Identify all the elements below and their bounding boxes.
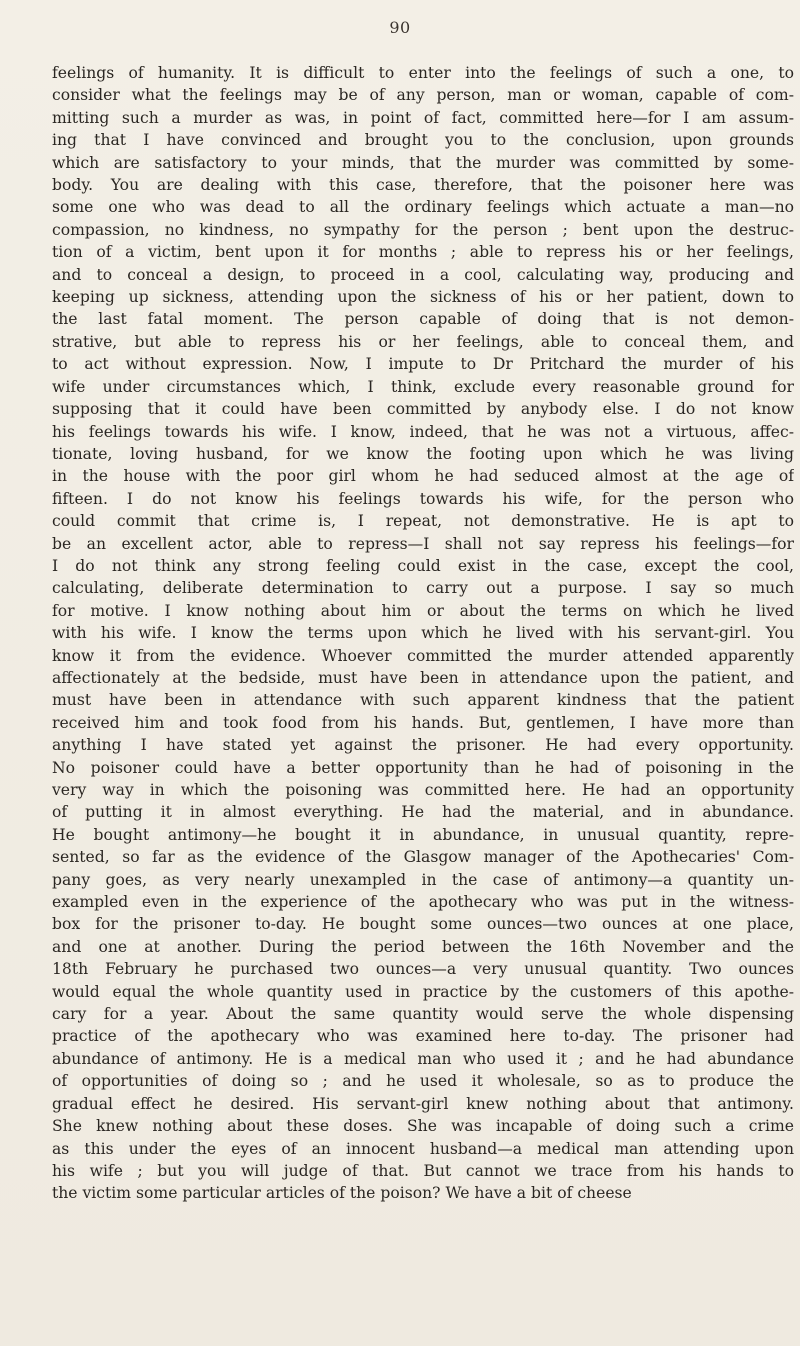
text-line: mitting such a murder as was, in point of fact, committed here—for I am assum- — [52, 108, 794, 127]
text-line: and to conceal a design, to proceed in a cool, calculating way, producing and — [52, 265, 794, 284]
text-line: know it from the evidence. Whoever committed the murder attended apparently — [52, 646, 794, 665]
text-line: keeping up sickness, attending upon the sickness of his or her patient, down to — [52, 288, 794, 307]
text-line: fifteen. I do not know his feelings towards his wife, for the person who — [52, 489, 794, 508]
text-line: with his wife. I know the terms upon which he lived with his servant-girl. You — [52, 624, 794, 643]
text-line: received him and took food from his hands. But, gentlemen, I have more than — [52, 713, 794, 732]
text-line: for motive. I know nothing about him or about the terms on which he lived — [52, 601, 794, 620]
text-line: and one at another. During the period between the 16th November and the — [52, 937, 794, 956]
text-line: anything I have stated yet against the prisoner. He had every opportunity. — [52, 736, 794, 755]
text-line: in the house with the poor girl whom he had seduced almost at the age of — [52, 467, 794, 486]
text-line: tion of a victim, bent upon it for months ; able to repress his or her feelings, — [52, 243, 794, 262]
text-line: would equal the whole quantity used in practice by the customers of this apothe- — [52, 982, 794, 1001]
text-line: strative, but able to repress his or her feelings, able to conceal them, and — [52, 332, 794, 351]
text-line: supposing that it could have been committed by anybody else. I do not know — [52, 400, 794, 419]
text-line: the victim some particular articles of the poison? We have a bit of cheese — [52, 1184, 632, 1203]
text-line: his feelings towards his wife. I know, indeed, that he was not a virtuous, affec- — [52, 422, 794, 441]
text-line: He bought antimony—he bought it in abundance, in unusual quantity, repre- — [52, 825, 794, 844]
text-line: his wife ; but you will judge of that. But cannot we trace from his hands to — [52, 1161, 794, 1180]
text-line: the last fatal moment. The person capable of doing that is not demon- — [52, 310, 794, 329]
text-line: gradual effect he desired. His servant-girl knew nothing about that antimony. — [52, 1094, 794, 1113]
text-line: calculating, deliberate determination to carry out a purpose. I say so much — [52, 579, 794, 598]
text-line: some one who was dead to all the ordinary feelings which actuate a man—no — [52, 198, 794, 217]
text-line: of putting it in almost everything. He had the material, and in abundance. — [52, 803, 794, 822]
text-line: 18th February he purchased two ounces—a very unusual quantity. Two ounces — [52, 960, 794, 979]
text-line: as this under the eyes of an innocent husband—a medical man attending upon — [52, 1139, 794, 1158]
text-line: practice of the apothecary who was examined here to-day. The prisoner had — [52, 1027, 794, 1046]
text-line: abundance of antimony. He is a medical man who used it ; and he had abundance — [52, 1049, 794, 1068]
text-line: sented, so far as the evidence of the Glasgow manager of the Apothecaries' Com- — [52, 848, 794, 867]
text-line: tionate, loving husband, for we know the footing upon which he was living — [52, 444, 794, 463]
text-line: could commit that crime is, I repeat, not demonstrative. He is apt to — [52, 512, 794, 531]
text-line: must have been in attendance with such apparent kindness that the patient — [52, 691, 794, 710]
text-line: cary for a year. About the same quantity would serve the whole dispensing — [52, 1005, 794, 1024]
text-line: compassion, no kindness, no sympathy for the person ; bent upon the destruc- — [52, 220, 794, 239]
text-line: pany goes, as very nearly unexampled in the case of antimony—a quantity un- — [52, 870, 794, 889]
body-text — [52, 62, 794, 1205]
text-line: be an excellent actor, able to repress—I shall not say repress his feelings—for — [52, 534, 794, 553]
text-line: No poisoner could have a better opportunity than he had of poisoning in the — [52, 758, 794, 777]
text-line: wife under circumstances which, I think, exclude every reasonable ground for — [52, 377, 794, 396]
text-line: of opportunities of doing so ; and he used it wholesale, so as to produce the — [52, 1072, 794, 1091]
text-line: exampled even in the experience of the apothecary who was put in the witness- — [52, 893, 794, 912]
text-line: box for the prisoner to-day. He bought some ounces—two ounces at one place, — [52, 915, 794, 934]
text-line: which are satisfactory to your minds, that the murder was committed by some- — [52, 153, 794, 172]
text-line: She knew nothing about these doses. She was incapable of doing such a crime — [52, 1117, 794, 1136]
text-line: feelings of humanity. It is difficult to enter into the feelings of such a one, to — [52, 64, 794, 82]
text-line: I do not think any strong feeling could exist in the case, except the cool, — [52, 556, 794, 575]
text-line: affectionately at the bedside, must have been in attendance upon the patient, and — [52, 668, 794, 687]
text-line: to act without expression. Now, I impute to Dr Pritchard the murder of his — [52, 355, 794, 374]
text-line: consider what the feelings may be of any person, man or woman, capable of com- — [52, 86, 794, 105]
text-line: very way in which the poisoning was committed here. He had an opportunity — [52, 781, 794, 799]
page-number: 90 — [389, 18, 411, 37]
text-line: body. You are dealing with this case, therefore, that the poisoner here was — [52, 176, 794, 195]
text-line: ing that I have convinced and brought you to the conclusion, upon grounds — [52, 131, 794, 150]
